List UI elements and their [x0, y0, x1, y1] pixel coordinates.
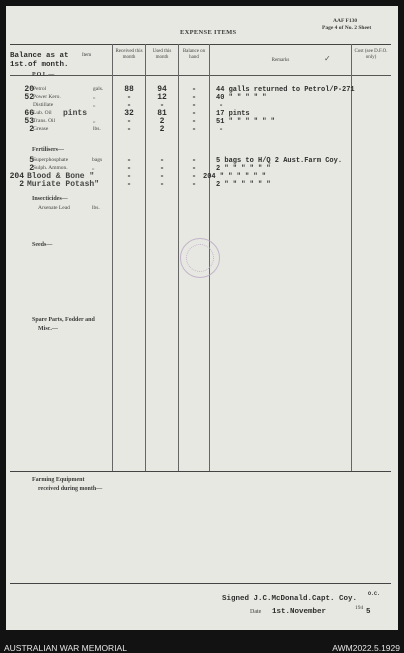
row-used: -	[159, 164, 165, 173]
row-used: -	[159, 156, 165, 165]
row-on-hand: -	[191, 164, 197, 173]
page-line: Page 4 of No. 2 Sheet	[322, 25, 372, 31]
remarks-header: Remarks	[271, 58, 290, 63]
row-used: -	[159, 101, 165, 110]
item-header: Item	[82, 53, 92, 58]
row-used: 2	[159, 125, 165, 134]
row-on-hand: -	[191, 109, 197, 118]
row-balance: 2	[19, 180, 24, 189]
row-received: -	[126, 125, 132, 134]
row-item: Lub. Oil	[33, 110, 52, 116]
table-top-rule	[10, 44, 391, 45]
table-bottom-rule	[10, 471, 391, 472]
row-on-hand: -	[191, 156, 197, 165]
row-balance: 204	[9, 172, 24, 181]
row-unit: gals.	[93, 86, 104, 92]
year-suffix: 5	[366, 608, 371, 616]
row-received: -	[126, 164, 132, 173]
row-item: Grease	[33, 126, 49, 132]
row-received: -	[126, 101, 132, 110]
row-item: Sulph. Ammon.	[33, 165, 68, 171]
row-remarks: 5 bags to H/Q 2 Aust.Farm Coy.	[216, 157, 343, 165]
footer-institution: AUSTRALIAN WAR MEMORIAL	[4, 643, 127, 653]
row-unit: „	[93, 94, 96, 100]
month-header: 1st.of month.	[10, 61, 69, 69]
arsenate-lead-unit: lbs.	[92, 205, 100, 211]
row-balance: 66	[24, 109, 34, 118]
row-received: -	[126, 180, 132, 189]
date-value: 1st.November	[272, 608, 327, 616]
document-sheet	[6, 6, 398, 630]
row-on-hand: -	[191, 85, 197, 94]
row-received: -	[126, 156, 132, 165]
fertilisers-heading: Fertilisers—	[32, 147, 64, 153]
row-used: -	[159, 180, 165, 189]
cost-header: Cost (see D.F.O. only)	[354, 49, 388, 60]
tick-mark-icon: ✓	[324, 54, 331, 63]
date-label: Date	[250, 609, 262, 615]
spare-parts-heading-misc: Misc.—	[38, 326, 58, 332]
row-item: Distillate	[33, 102, 54, 108]
row-remarks: -	[219, 102, 224, 110]
signature-rank: O.C.	[368, 591, 381, 597]
pol-heading: P.O.L.—	[32, 72, 55, 78]
row-item: Power Kero.	[33, 94, 61, 100]
col-divider-used	[145, 44, 146, 471]
row-unit: „	[93, 102, 96, 108]
balance-on-hand-header: Balance on hand	[182, 49, 206, 60]
form-title: EXPENSE ITEMS	[180, 29, 237, 36]
received-header: Received this month	[115, 49, 143, 60]
row-unit: pints	[63, 109, 88, 118]
row-used: 94	[157, 85, 167, 94]
row-unit: „	[93, 118, 96, 124]
row-balance: 52	[24, 93, 34, 102]
row-on-hand: -	[191, 180, 197, 189]
row-balance: 20	[24, 85, 34, 94]
footer-accession-number: AWM2022.5.1929	[332, 643, 400, 653]
ink-stamp-inner	[186, 244, 214, 272]
row-remarks: -	[219, 126, 224, 134]
row-unit: „	[92, 165, 95, 171]
row-unit: lbs.	[93, 126, 101, 132]
row-on-hand: -	[191, 93, 197, 102]
row-received: -	[126, 117, 132, 126]
row-on-hand: -	[191, 101, 197, 110]
row-item: Trans. Oil	[33, 118, 56, 124]
farming-equipment-subheading: received during month—	[38, 486, 103, 492]
seeds-heading: Seeds—	[32, 242, 53, 248]
signature-line: Signed J.C.McDonald.Capt. Coy.	[222, 595, 358, 603]
footer-rule	[10, 583, 391, 584]
row-received: 32	[124, 109, 134, 118]
row-remarks: 51 " " " " " "	[216, 118, 275, 126]
row-remarks: 17 pints	[216, 110, 250, 118]
row-item: Petrol	[33, 86, 47, 92]
col-divider-received	[112, 44, 113, 471]
row-unit: bags	[92, 157, 103, 163]
row-remarks: 2 " " " " " "	[216, 181, 271, 189]
row-item: Blood & Bone "	[27, 172, 95, 181]
row-balance: 2	[29, 125, 34, 134]
row-item: Superphosphate	[33, 157, 69, 163]
row-used: -	[159, 172, 165, 181]
row-remarks: 2 " " " " " "	[216, 165, 271, 173]
row-on-hand: -	[191, 117, 197, 126]
year-prefix: 194	[355, 605, 364, 611]
row-used: 12	[157, 93, 167, 102]
row-on-hand: -	[191, 125, 197, 134]
header-bottom-rule	[10, 75, 391, 76]
row-balance: 53	[24, 117, 34, 126]
row-remarks: 40 " " " " "	[216, 94, 267, 102]
insecticides-heading: Insecticides—	[32, 196, 68, 202]
farming-equipment-heading: Farming Equipment	[32, 477, 85, 483]
balance-header: Balance as at	[10, 52, 69, 60]
used-header: Used this month	[152, 49, 172, 60]
row-remarks: 204 " " " " " "	[203, 173, 267, 181]
arsenate-lead-label: Arsenate Lead	[38, 205, 70, 211]
row-used: 2	[159, 117, 165, 126]
spare-parts-heading: Spare Parts, Fodder and	[32, 317, 95, 323]
row-received: 88	[124, 85, 134, 94]
col-divider-cost	[351, 44, 352, 471]
row-balance: 5	[29, 156, 34, 165]
row-balance: 2	[29, 164, 34, 173]
row-received: -	[126, 93, 132, 102]
row-remarks: 44 galls returned to Petrol/P-271	[216, 86, 355, 94]
row-item: Muriate Potash"	[27, 180, 100, 189]
form-code: AAF F130	[333, 18, 358, 24]
row-on-hand: -	[191, 172, 197, 181]
row-received: -	[126, 172, 132, 181]
row-used: 81	[157, 109, 167, 118]
